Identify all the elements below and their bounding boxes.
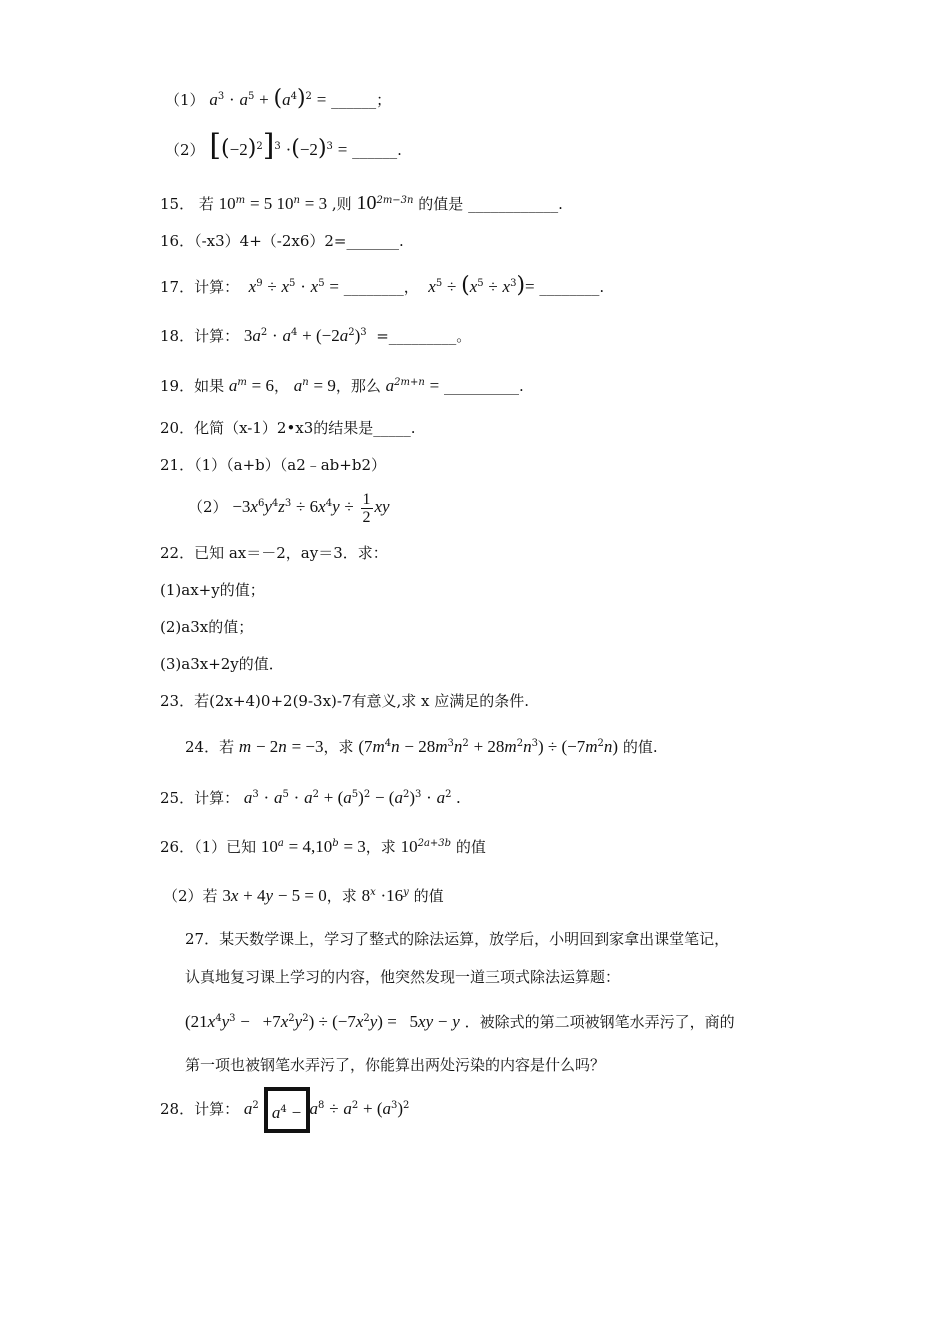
q21-number: 21． — [160, 456, 195, 474]
q19-mid: ，那么 — [335, 377, 381, 395]
q28-number: 28． — [160, 1100, 195, 1118]
question-16 — [160, 230, 404, 252]
q21-fraction: $\frac{1}{2}$ — [362, 490, 371, 526]
question-25: 25．计算： $a^3 \cdot a^5 \cdot a^2 + (a^5)^2 - (a^2)^3 \cdot a^2$ . — [160, 788, 461, 807]
q26-part2-tail: 的值 — [413, 887, 444, 905]
q26-part1-tail: 的值 — [455, 838, 486, 856]
q20-number: 20． — [160, 419, 195, 437]
q14-part1-label: （1） — [165, 91, 205, 109]
q19-lead: 如果 — [194, 377, 225, 395]
q19-number: 19． — [160, 377, 195, 395]
q15-number: 15． — [160, 195, 195, 213]
q26-part2: （2）若 3x + 4y − 5 = 0，求 $8^x \cdot 16^y$ 的值 — [163, 886, 444, 905]
q14-part1-blank: ______； — [331, 91, 392, 109]
q22-sub-3: (3)a3x+2y的值． — [160, 655, 284, 673]
question-27-line-3: $(21x^4y^3 - +7x^2y^2) \div (-7x^2y) = 5xy - y$ ．被除式的第二项被钢笔水弄污了，商的 — [185, 1012, 735, 1031]
q23-text: 若(2x+4)0+2(9-3x)-7有意义,求 x 应满足的条件. — [194, 692, 530, 710]
q16-expression: （-x3）4+（-2x6）2=_______. — [194, 232, 404, 250]
question-27-line-1 — [185, 928, 729, 950]
q22-intro: 已知 ax＝－2，ay＝3．求： — [194, 544, 388, 562]
q21-part1: （1）（a+b）（a2﹣ab+b2） — [194, 456, 386, 474]
q26-part1-mid: ，求 — [365, 838, 396, 856]
question-21 — [160, 454, 386, 476]
q26-part1-lead: （1）已知 — [194, 838, 257, 856]
q17-blank-2: ________. — [539, 278, 605, 296]
q21-part2-label: （2） — [188, 498, 228, 516]
question-20 — [160, 417, 416, 439]
q18-lead: 计算： — [194, 327, 240, 345]
q25-number: 25． — [160, 789, 195, 807]
q23-number: 23． — [160, 692, 195, 710]
question-27-line-2: 认真地复习课上学习的内容，他突然发现一道三项式除法运算题： — [185, 968, 621, 986]
q16-number: 16． — [160, 232, 195, 250]
q17-blank-1: ________， — [343, 278, 419, 296]
q22-sub-2: (2)a3x的值； — [160, 618, 254, 636]
q27-number: 27． — [185, 930, 220, 948]
q28-lead: 计算： — [194, 1100, 240, 1118]
q24-tail: 的值. — [622, 738, 658, 756]
q27-text-1: 某天数学课上，学习了整式的除法运算，放学后，小明回到家拿出课堂笔记， — [219, 930, 730, 948]
q25-lead: 计算： — [194, 789, 240, 807]
question-18: 18．计算： $3a^2 \cdot a^4 + (-2a^2)^3$ =_________。 — [160, 326, 472, 345]
q26-part2-lead: （2）若 — [163, 887, 218, 905]
q15-blank: ____________. — [468, 195, 563, 213]
question-23 — [160, 690, 529, 712]
q22-sub-1: (1)ax+y的值； — [160, 581, 265, 599]
question-15: 15． 若 10$^m$ = 5 10$^n$ = 3 ,则 $10^{2m-3n}$ 的值是 ____________. — [160, 192, 563, 214]
q24-number: 24． — [185, 738, 220, 756]
question-22 — [160, 542, 388, 564]
q18-blank: =_________。 — [376, 327, 472, 345]
q15-text-c: 的值是 — [418, 195, 464, 213]
q22-number: 22． — [160, 544, 195, 562]
q14-part2-blank: ______. — [352, 141, 402, 159]
q28-boxed-term: $a^4$ − — [264, 1087, 310, 1133]
q20-text: 化简（x-1）2•x3的结果是_____. — [194, 419, 416, 437]
q27-text-3: ．被除式的第二项被钢笔水弄污了，商的 — [464, 1013, 735, 1031]
question-27-line-4: 第一项也被钢笔水弄污了，你能算出两处污染的内容是什么吗？ — [185, 1056, 606, 1074]
q26-part2-mid: ，求 — [326, 887, 357, 905]
q14-part2: （2） $[(-2)^2]^3 \cdot(-2)^3$ = ______. — [165, 128, 402, 163]
q26-number: 26． — [160, 838, 195, 856]
q14-part1: （1） $a^3 \cdot a^5 + (a^4)^2$ = ______； — [165, 86, 392, 111]
q15-text-a: 若 — [198, 195, 214, 213]
q14-part2-label: （2） — [165, 141, 205, 159]
question-28: 28．计算： $a^2$ $a^4 - a^8 \div a^2 + (a^3)^2$ — [160, 1083, 409, 1133]
q21-part2: $(2) -3x^6y^4z^3 \div 6x^4y$ ÷ $\frac{1}{2}$ xy — [188, 490, 390, 526]
q19-blank: __________. — [443, 377, 524, 395]
q18-number: 18． — [160, 327, 195, 345]
q24-mid: ，求 — [323, 738, 354, 756]
question-19: 19．如果 $a^m = 6$， $a^n = 9$，那么 $a^{2m+n}$ = __________. — [160, 376, 524, 395]
q17-lead: 计算： — [194, 278, 240, 296]
q15-text-b: ,则 — [331, 195, 352, 213]
question-17: 17．计算： $x^9 \div x^5 \cdot x^5$ = ________， $x^5 \div (x^5 \div x^3)=$ ________. — [160, 273, 605, 298]
q17-number: 17． — [160, 278, 195, 296]
question-26: 26．（1）已知 10$^a$ = 4,10$^b$ = 3，求 $10^{2a+3b}$ 的值 — [160, 837, 486, 856]
question-24: 24．若 m − 2n = −3，求 $(7m^4n - 28m^3n^2 + 28m^2n^3) \div (-7m^2n)$ 的值. — [185, 737, 658, 756]
q24-lead: 若 — [219, 738, 235, 756]
